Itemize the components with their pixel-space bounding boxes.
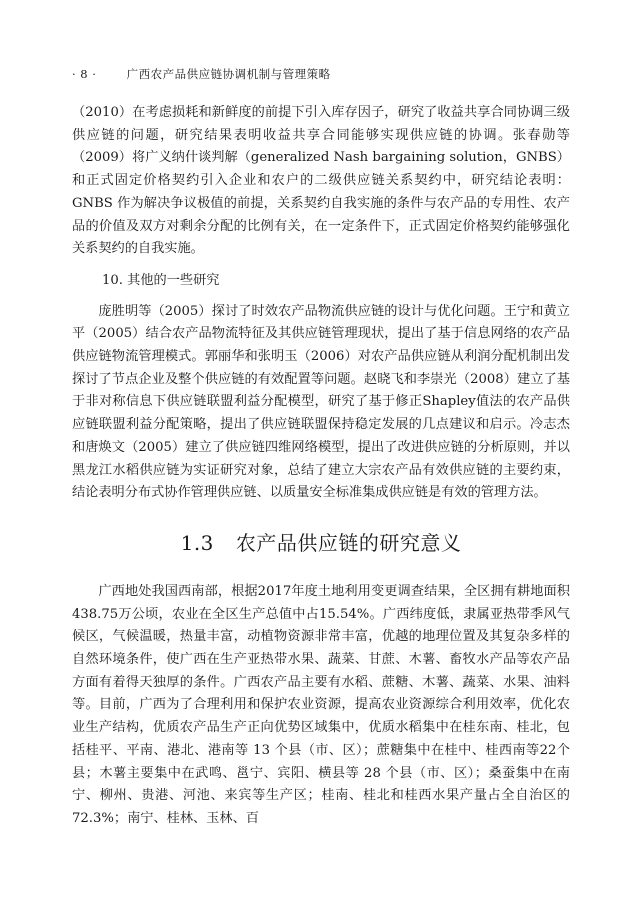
running-header xyxy=(72,66,331,82)
paragraph-1: （2010）在考虑损耗和新鲜度的前提下引入库存因子，研究了收益共享合同协调三级供应链的问题，研究结果表明收益共享合同能够实现供应链的协调。张春勋等（2009）将广义纳什谈判解（generalized Nash bargaining solution，GNBS）和正式固定价格契约引入企业和农户的二级供应链关系契约中，研究结论表明：GNBS 作为解决争议极值的前提，关系契约自我实施的条件与农产品的专用性、农产品的价值及双方对剩余分配的比例有关，在一定条件下，正式固定价格契约能够强化关系契约的自我实施。 xyxy=(72,105,570,257)
subheading: 10. 其他的一些研究 xyxy=(102,272,220,288)
paragraph-2: 庞胜明等（2005）探讨了时效农产品物流供应链的设计与优化问题。王宁和黄立平（2005）结合农产品物流特征及其供应链管理现状，提出了基于信息网络的农产品供应链物流管理模式。郭丽华和张明玉（2006）对农产品供应链从利润分配机制出发探讨了节点企业及整个供应链的有效配置等问题。赵晓飞和李崇光（2008）建立了基于非对称信息下供应链联盟利益分配模型，研究了基于修正Shapley值法的农产品供应链联盟利益分配策略，提出了供应链联盟保持稳定发展的几点建议和启示。冷志杰和唐焕文（2005）建立了供应链四维网络模型，提出了改进供应链的分析原则，并以黑龙江水稻供应链为实证研究对象，总结了建立大宗农产品有效供应链的主要约束，结论表明分布式协作管理供应链、以质量安全标准集成供应链是有效的管理方法。 xyxy=(72,303,570,501)
running-title: 广西农产品供应链协调机制与管理策略 xyxy=(126,67,331,81)
page-body xyxy=(72,102,570,831)
section-heading xyxy=(72,527,570,556)
paragraph-3: 广西地处我国西南部，根据2017年度土地利用变更调查结果，全区拥有耕地面积438.75万公顷，农业在全区生产总值中占15.54%。广西纬度低，隶属亚热带季风气候区，气候温暖，热量丰富，动植物资源非常丰富，优越的地理位置及其复杂多样的自然环境条件，使广西在生产亚热带水果、蔬菜、甘蔗、木薯、畜牧水产品等农产品方面有着得天独厚的条件。广西农产品主要有水稻、蔗糖、木薯、蔬菜、水果、油料等。目前，广西为了合理利用和保护农业资源，提高农业资源综合利用效率，优化农业生产结构，优质农产品生产正向优势区域集中，优质水稻集中在桂东南、桂北，包括桂平、平南、港北、港南等 13 个县（市、区）；蔗糖集中在桂中、桂西南等22个县；木薯主要集中在武鸣、邕宁、宾阳、横县等 28 个县（市、区）；桑蚕集中在南宁、柳州、贵港、河池、来宾等生产区；桂南、桂北和桂西水果产量占全自治区的 72.3%；南宁、桂林、玉林、百 xyxy=(72,583,570,826)
section-title: 农产品供应链的研究意义 xyxy=(235,530,462,555)
page-number: · 8 · xyxy=(72,67,97,81)
section-number: 1.3 xyxy=(180,530,214,555)
